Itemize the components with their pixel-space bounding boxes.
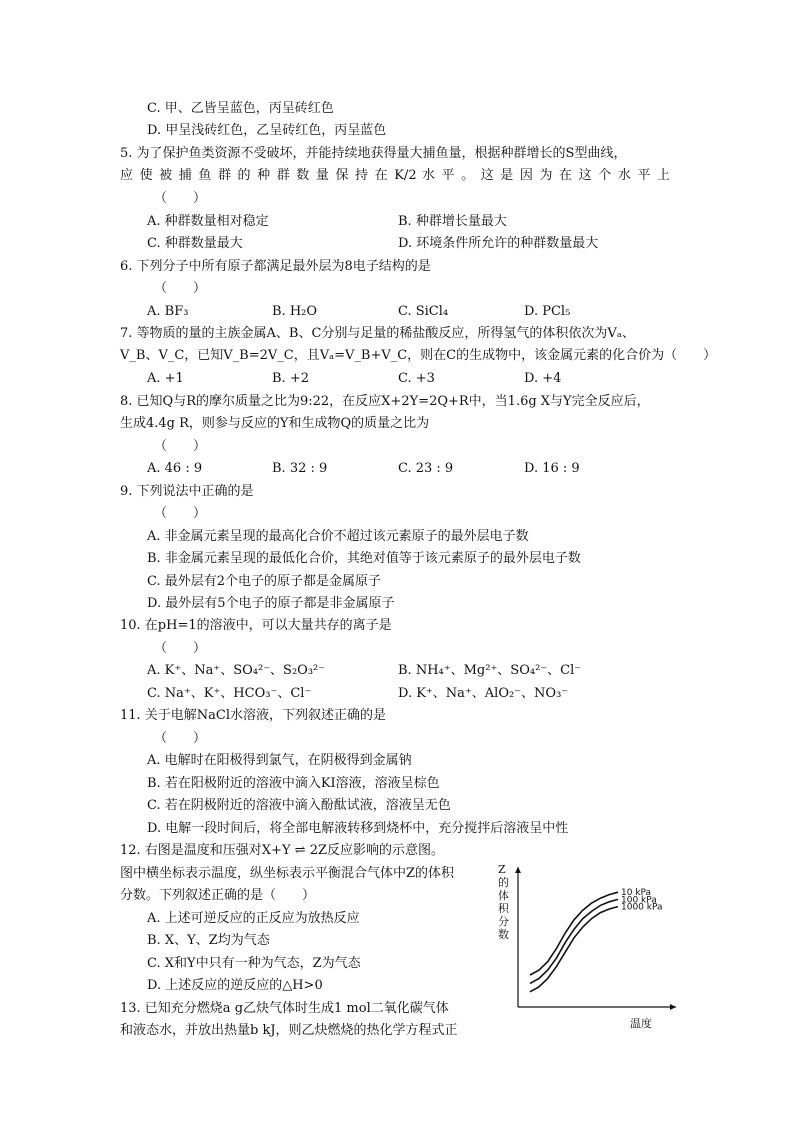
text-line: 图中横坐标表示温度，纵坐标表示平衡混合气体中Z的体积 [120,866,455,881]
text-line: A. +1 [147,371,184,386]
text-line: C. X和Y中只有一种为气态，Z为气态 [147,956,361,971]
text-line: A. 种群数量相对稳定 [147,214,269,229]
text-line: A. BF₃ [147,304,189,319]
text-line: D. 16 : 9 [524,461,580,476]
text-line: B. 32 : 9 [272,461,328,476]
text-line: C. SiCl₄ [398,304,449,319]
text-line: D. 甲呈浅砖红色，乙呈砖红色，丙呈蓝色 [147,123,387,138]
text-line: D. +4 [524,371,562,386]
text-line: B. +2 [272,371,309,386]
text-line: （ ） [154,191,207,206]
text-line: A. K⁺、Na⁺、SO₄²⁻、S₂O₃²⁻ [147,663,326,678]
y-axis-arrow [515,867,521,873]
series-line-0 [530,892,618,975]
chart-axes [515,867,676,1010]
text-line: C. 种群数量最大 [147,236,243,251]
text-line: B. NH₄⁺、Mg²⁺、SO₄²⁻、Cl⁻ [398,663,582,678]
text-line: （ ） [154,439,207,454]
text-line: 13. 已知充分燃烧a g乙炔气体时生成1 mol二氧化碳气体 [120,1001,449,1016]
text-line: 9. 下列说法中正确的是 [120,484,254,499]
text-line: D. 上述反应的逆反应的△H>0 [147,978,323,993]
text-line: 8. 已知Q与R的摩尔质量之比为9:22，在反应X+2Y=2Q+R中，当1.6g X与Y完全反应后， [120,394,650,409]
text-line: D. 最外层有5个电子的原子都是非金属原子 [147,596,395,611]
text-line: C. Na⁺、K⁺、HCO₃⁻、Cl⁻ [147,686,312,701]
series-label-1: 100 kPa [621,895,657,906]
chart-xlabel: 温度 [630,1017,652,1030]
text-line: D. 环境条件所允许的种群数量最大 [398,236,599,251]
text-line: B. 非金属元素呈现的最低化合价，其绝对值等于该元素原子的最外层电子数 [147,551,581,566]
text-line: D. K⁺、Na⁺、AlO₂⁻、NO₃⁻ [398,686,569,701]
text-line: C. 最外层有2个电子的原子都是金属原子 [147,574,382,589]
text-line: 7. 等物质的量的主族金属A、B、C分别与足量的稀盐酸反应，所得氢气的体积依次为Vₐ、 [120,326,635,341]
text-line: 10. 在pH=1的溶液中，可以大量共存的离子是 [120,618,392,633]
text-line: （ ） [154,281,207,296]
x-axis-arrow [670,1004,676,1010]
series-label-0: 10 kPa [621,888,652,899]
text-line: D. 电解一段时间后，将全部电解液转移到烧杯中，充分搅拌后溶液呈中性 [147,821,569,836]
chart-curves [530,888,663,992]
text-line: V_B、V_C，已知V_B=2V_C，且Vₐ=V_B+V_C，则在C的生成物中，该金属元素的化合价为（ ） [120,348,717,363]
text-line: （ ） [154,506,207,521]
text-line: C. 甲、乙皆呈蓝色，丙呈砖红色 [147,101,334,116]
text-line: 5. 为了保护鱼类资源不受破坏，并能持续地获得量大捕鱼量，根据种群增长的S型曲线， [120,146,627,161]
text-line: A. 非金属元素呈现的最高化合价不超过该元素原子的最外层电子数 [147,529,529,544]
text-line: D. PCl₅ [524,304,571,319]
text-line: B. H₂O [272,304,318,319]
series-label-2: 1000 kPa [621,902,663,913]
text-line: B. X、Y、Z均为气态 [147,933,270,948]
text-line: A. 电解时在阳极得到氯气，在阴极得到金属钠 [147,753,412,768]
text-line: 应 使 被 捕 鱼 群 的 种 群 数 量 保 持 在 K/2 水 平 。 这 是 因 为 在 这 个 水 平 上 [120,168,670,183]
text-line: C. 若在阴极附近的溶液中滴入酚酞试液，溶液呈无色 [147,798,451,813]
text-line: （ ） [154,641,207,656]
text-line: C. 23 : 9 [398,461,454,476]
temperature-pressure-chart [490,855,680,1030]
chart-ylabel: Z 的体积分数 [498,863,509,941]
text-line: 12. 右图是温度和压强对X+Y ⇌ 2Z反应影响的示意图。 [120,843,444,858]
text-line: 11. 关于电解NaCl水溶液，下列叙述正确的是 [120,708,387,723]
text-line: B. 若在阳极附近的溶液中滴入KI溶液，溶液呈棕色 [147,776,440,791]
text-line: 和液态水，并放出热量b kJ，则乙炔燃烧的热化学方程式正 [120,1023,458,1038]
series-line-1 [530,899,618,983]
text-line: （ ） [154,731,207,746]
text-line: 生成4.4g R，则参与反应的Y和生成物Q的质量之比为 [120,416,430,431]
text-line: 6. 下列分子中所有原子都满足最外层为8电子结构的是 [120,259,431,274]
text-line: A. 上述可逆反应的正反应为放热反应 [147,911,360,926]
text-line: B. 种群增长量最大 [398,214,507,229]
text-line: A. 46 : 9 [147,461,203,476]
text-line: 分数。下列叙述正确的是（ ） [120,888,316,903]
text-line: C. +3 [398,371,435,386]
